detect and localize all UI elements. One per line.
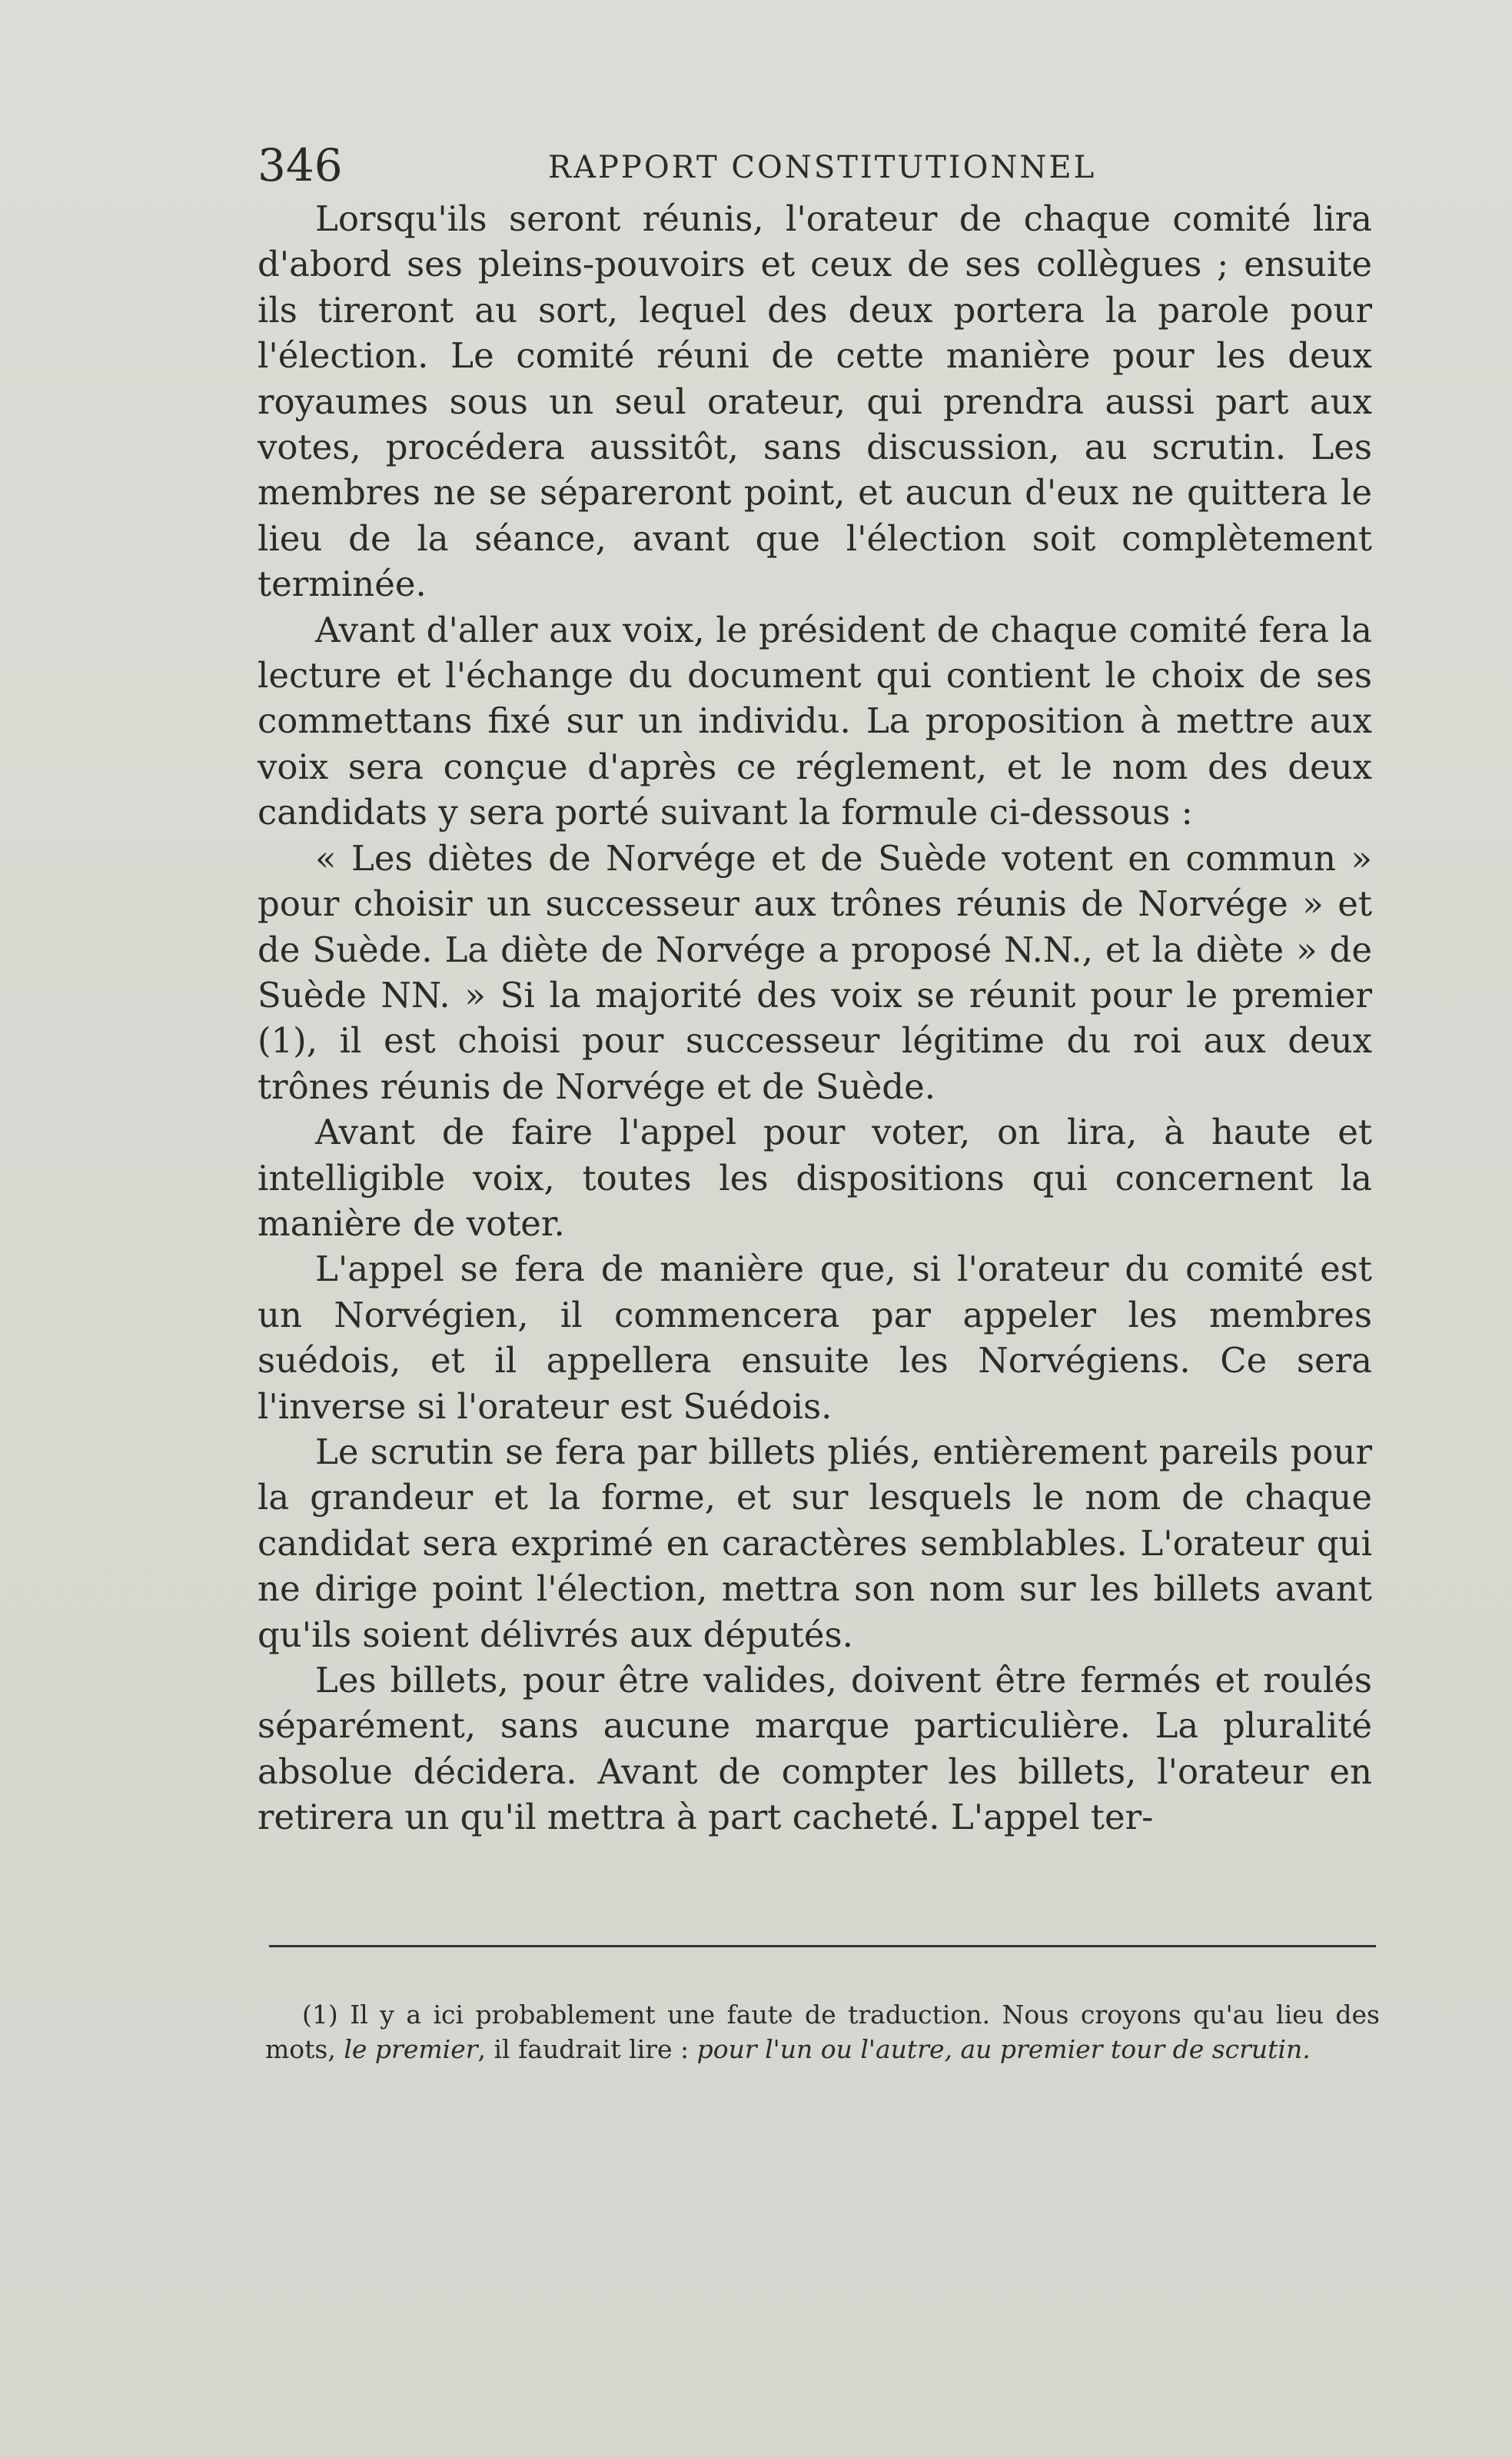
paragraph: Avant d'aller aux voix, le président de chaque comité fera la lecture et l'échange du document qui contient le choix de ses commettans fixé sur un individu. La proposition à mettre aux voix sera conçue d'après ce réglement, et le nom des deux candidats y sera porté suivant la formule ci-dessous : xyxy=(258,609,1372,833)
page-number: 346 xyxy=(258,139,343,191)
page-header xyxy=(258,138,1372,192)
footnote-text: , il faudrait lire : xyxy=(477,2034,697,2064)
footnote-separator xyxy=(269,1945,1376,1947)
footnote xyxy=(265,1997,1380,2066)
footnote-text: (1) Il y a ici probablement une faute de traduction. Nous croyons qu'au lieu des mots, xyxy=(265,2000,1380,2064)
paragraph: L'appel se fera de manière que, si l'orateur du comité est un Norvégien, il commencera par appeler les membres suédois, et il appellera ensuite les Norvégiens. Ce sera l'inverse si l'orateur est Suédois. xyxy=(258,1248,1372,1427)
body-text xyxy=(258,196,1372,1840)
running-head: RAPPORT CONSTITUTIONNEL xyxy=(548,150,1097,185)
footnote-italic: pour l'un ou l'autre, au premier tour de scrutin. xyxy=(696,2034,1311,2064)
paragraph: « Les diètes de Norvége et de Suède votent en commun » pour choisir un successeur aux trônes réunis de Norvége » et de Suède. La diète de Norvége a proposé N.N., et la diète » de Suède NN. » Si la majorité des voix se réunit pour le premier (1), il est choisi pour successeur légitime du roi aux deux trônes réunis de Norvége et de Suède. xyxy=(258,837,1372,1107)
paragraph: Avant de faire l'appel pour voter, on lira, à haute et intelligible voix, toutes les dispositions qui concernent la manière de voter. xyxy=(258,1112,1372,1244)
footnote-italic: le premier xyxy=(344,2034,478,2064)
paragraph: Le scrutin se fera par billets pliés, entièrement pareils pour la grandeur et la forme, et sur lesquels le nom de chaque candidat sera exprimé en caractères semblables. L'orateur qui ne dirige point l'élection, mettra son nom sur les billets avant qu'ils soient délivrés aux députés. xyxy=(258,1431,1372,1655)
paragraph: Les billets, pour être valides, doivent être fermés et roulés séparément, sans aucune marque particulière. La pluralité absolue décidera. Avant de compter les billets, l'orateur en retirera un qu'il mettra à part cacheté. L'appel ter- xyxy=(258,1660,1372,1838)
paragraph: Lorsqu'ils seront réunis, l'orateur de chaque comité lira d'abord ses pleins-pouvoirs et ceux de ses collègues ; ensuite ils tireront au sort, lequel des deux portera la parole pour l'élection. Le comité réuni de cette manière pour les deux royaumes sous un seul orateur, qui prendra aussi part aux votes, procédera aussitôt, sans discussion, au scrutin. Les membres ne se sépareront point, et aucun d'eux ne quittera le lieu de la séance, avant que l'élection soit complètement terminée. xyxy=(258,198,1372,605)
